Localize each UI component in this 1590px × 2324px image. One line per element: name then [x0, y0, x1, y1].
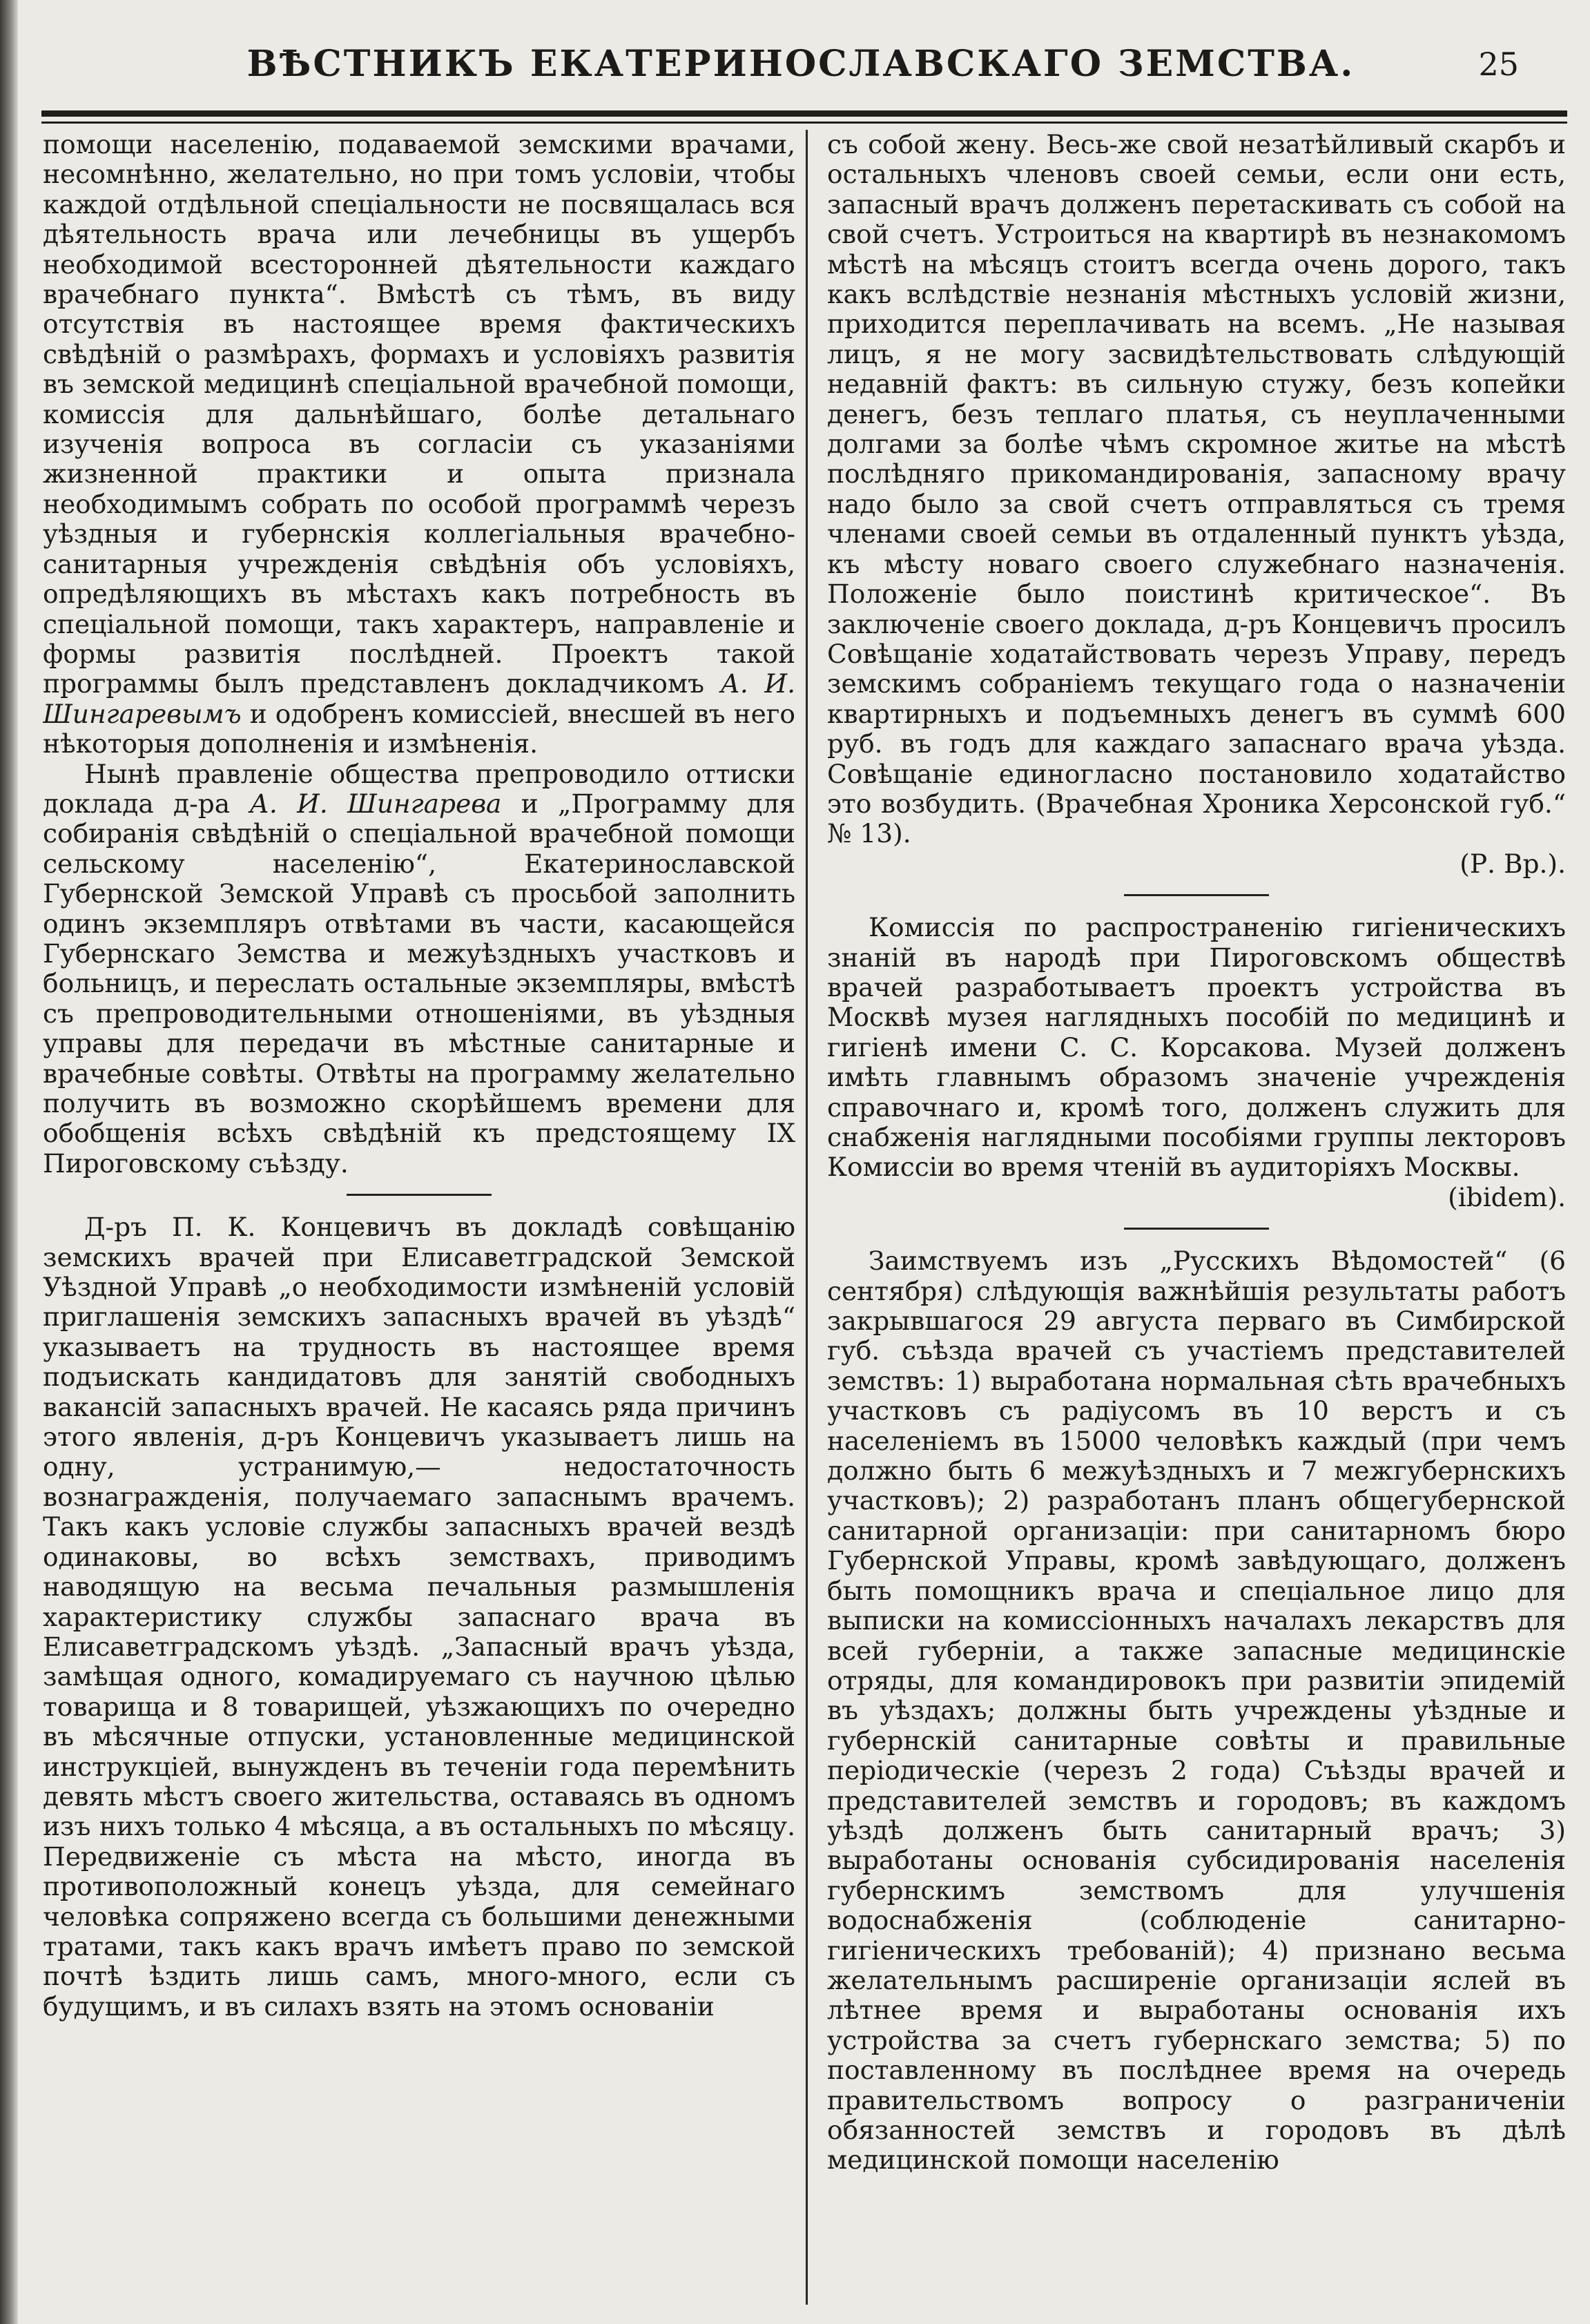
header-rule-thick — [41, 110, 1567, 117]
paragraph-text: съ собой жену. Весь-же свой незатѣйливый скарбъ и остальныхъ членовъ своей семьи, если они есть, запасный врачъ долженъ перетаскивать съ собой на свой счетъ. Устроиться на квартирѣ въ незнакомомъ мѣстѣ на мѣсяцъ стоитъ всегда очень дорого, такъ какъ вслѣдствіе незнанія мѣстныхъ условій жизни, приходится переплачивать на всемъ. „Не называя лицъ, я не могу засвидѣтельствовать слѣдующій недавній фактъ: въ сильную стужу, безъ копейки денегъ, безъ теплаго платья, съ неуплаченными долгами за болѣе чѣмъ скромное житье на мѣстѣ послѣдняго прикомандированія, запасному врачу надо было за свой счетъ отправляться съ тремя членами своей семьи въ отдаленный пунктъ уѣзда, къ мѣсту новаго своего служебнаго назначенія. Положеніе было поистинѣ критическое“. Въ заключеніе своего доклада, д-ръ Концевичъ просилъ Совѣщаніе ходатайствовать черезъ Управу, передъ земскимъ собраніемъ текущаго года о назначеніи квартирныхъ и подъемныхъ денегъ въ суммѣ 600 руб. въ годъ для каждаго запаснаго врача уѣзда. Совѣщаніе единогласно постановило ходатайство это возбудить. (Врачебная Хроника Херсонской губ.“ № 13). — [827, 130, 1566, 849]
article-paragraph — [43, 759, 795, 1179]
paragraph-text: Нынѣ правленіе общества препроводило оттиски доклада д-ра — [43, 758, 795, 819]
article-paragraph — [827, 913, 1566, 1212]
article-separator — [1124, 894, 1269, 896]
article-separator — [347, 1194, 492, 1196]
article-continuation — [827, 130, 1566, 879]
article-paragraph: Д-ръ П. К. Концевичъ въ докладѣ совѣщанію земскихъ врачей при Елисаветградской Земской Уѣздной Управѣ „о необходимости измѣненій условій приглашенія земскихъ запасныхъ врачей въ уѣздѣ“ указываетъ на трудность въ настоящее время подъискать кандидатовъ для занятій свободныхъ вакансій запасныхъ врачей. Не касаясь ряда причинъ этого явленія, д-ръ Концевичъ указываетъ лишь на одну, устранимую,— недостаточность вознагражденія, получаемаго запаснымъ врачемъ. Такъ какъ условіе службы запасныхъ врачей вездѣ одинаковы, во всѣхъ земствахъ, приводимъ наводящую на весьма печальныя размышленія характеристику службы запаснаго врача въ Елисаветградскомъ уѣздѣ. „Запасный врачъ уѣзда, замѣщая одного, комадируемаго съ научною цѣлью товарища и 8 товарищей, уѣзжающихъ по очередно въ мѣсячные отпуски, установленные медицинской инструкціей, вынужденъ въ теченіи года перемѣнить девять мѣстъ своего жительства, оставаясь въ одномъ изъ нихъ только 4 мѣсяца, а въ остальныхъ по мѣсяцу. Передвиженіе съ мѣста на мѣсто, иногда въ противоположный конецъ уѣзда, для семейнаго человѣка сопряжено всегда съ большими денежными тратами, такъ какъ врачъ имѣетъ право по земской почтѣ ѣздить лишь самъ, много-много, если съ будущимъ, и въ силахъ взять на этомъ основаніи — [43, 1212, 795, 2022]
journal-title: ВѢСТНИКЪ ЕКАТЕРИНОСЛАВСКАГО ЗЕМСТВА. — [246, 43, 1355, 85]
paragraph-text: помощи населенію, подаваемой земскими врачами, несомнѣнно, желательно, но при томъ условіи, чтобы каждой отдѣльной спеціальности не посвящалась вся дѣятельность врача или лечебницы въ ущербъ необходимой всесторонней дѣятельности каждаго врачебнаго пункта“. Вмѣстѣ съ тѣмъ, въ виду отсутствія въ настоящее время фактическихъ свѣдѣній о размѣрахъ, формахъ и условіяхъ развитія въ земской медицинѣ спеціальной врачебной помощи, комиссія для дальнѣйшаго, болѣе детальнаго изученія вопроса въ согласіи съ указаніями жизненной практики и опыта признала необходимымъ собрать по особой программѣ черезъ уѣздныя и губернскія коллегіальныя врачебно-санитарныя учрежденія свѣдѣнія объ условіяхъ, опредѣляющихъ въ мѣстахъ какъ потребность въ спеціальной помощи, такъ характеръ, направленіе и формы развитія послѣдней. Проектъ такой программы былъ представленъ докладчикомъ — [43, 130, 795, 699]
article-separator — [1124, 1228, 1269, 1230]
left-column — [43, 130, 795, 2305]
source-citation: (Р. Вр.). — [1460, 848, 1566, 879]
right-column — [827, 130, 1566, 2305]
paragraph-text: Комиссія по распространенію гигіеническихъ знаній въ народѣ при Пироговскомъ обществѣ врачей разработываетъ проектъ устройства въ Москвѣ музея наглядныхъ пособій по медицинѣ и гигіенѣ имени С. С. Корсакова. Музей долженъ имѣть главнымъ образомъ значеніе учрежденія справочнаго и, кромѣ того, долженъ служить для снабженія наглядными пособіями группы лекторовъ Комиссіи во время чтеній въ аудиторіяхъ Москвы. — [827, 912, 1566, 1183]
source-citation: (ibidem). — [1448, 1181, 1566, 1212]
paragraph-text: и „Программу для собиранія свѣдѣній о спеціальной врачебной помощи сельскому населенію“, Екатеринославской Губернской Земской Управѣ съ просьбой заполнить одинъ экземпляръ отвѣтами въ части, касающейся Губернскаго Земства и межуѣздныхъ участковъ и больницъ, и переслать остальные экземпляры, вмѣстѣ съ препроводительными отношеніями, въ уѣздныя управы для передачи въ мѣстные санитарные и врачебные совѣты. Отвѣты на программу желательно получить въ возможно скорѣйшемъ времени для обобщенія всѣхъ свѣдѣній къ предстоящему IX Пироговскому съѣзду. — [43, 788, 795, 1179]
header-rule-thin — [41, 122, 1567, 124]
article-paragraph: Заимствуемъ изъ „Русскихъ Вѣдомостей“ (6 сентября) слѣдующія важнѣйшія результаты работъ закрывшагося 29 августа перваго въ Симбирской губ. съѣзда врачей съ участіемъ представителей земствъ: 1) выработана нормальная сѣть врачебныхъ участковъ съ радіусомъ въ 10 верстъ и съ населеніемъ въ 15000 человѣкъ каждый (при чемъ должно быть 6 межуѣздныхъ и 7 межгубернскихъ участковъ); 2) разработанъ планъ общегубернской санитарной организаціи: при санитарномъ бюро Губернской Управы, кромѣ завѣдующаго, долженъ быть помощникъ врача и спеціальное лицо для выписки на комиссіонныхъ началахъ лекарствъ для всей губерніи, а также запасные медицинскіе отряды, для командировокъ при развитіи эпидемій въ уѣздахъ; должны быть учреждены уѣздные и губернскій санитарные совѣты и правильные періодическіе (черезъ 2 года) Съѣзды врачей и представителей земствъ и городовъ; въ каждомъ уѣздѣ долженъ быть санитарный врачъ; 3) выработаны основанія субсидированія населенія губернскимъ земствомъ для улучшенія водоснабженія (соблюденіе санитарно-гигіеническихъ требованій); 4) признано весьма желательнымъ расширеніе организаціи яслей въ лѣтнее время и выработаны основанія ихъ устройства за счетъ губернскаго земства; 5) по поставленному въ послѣднее время на очередь правительствомъ вопросу о разграниченіи обязанностей земствъ и городовъ въ дѣлѣ медицинской помощи населенію — [827, 1246, 1566, 2176]
book-spine-shadow — [0, 0, 18, 2324]
article-continuation — [43, 130, 795, 759]
person-name: А. И. Шингарева — [249, 788, 502, 819]
page-header — [41, 35, 1560, 104]
person-name: А. И. Шингаревымъ — [43, 668, 795, 729]
column-divider — [806, 130, 808, 2305]
page-number: 25 — [1478, 46, 1519, 83]
paragraph-text: и одобренъ комиссіей, внесшей въ него нѣкоторыя дополненія и измѣненія. — [43, 698, 795, 759]
